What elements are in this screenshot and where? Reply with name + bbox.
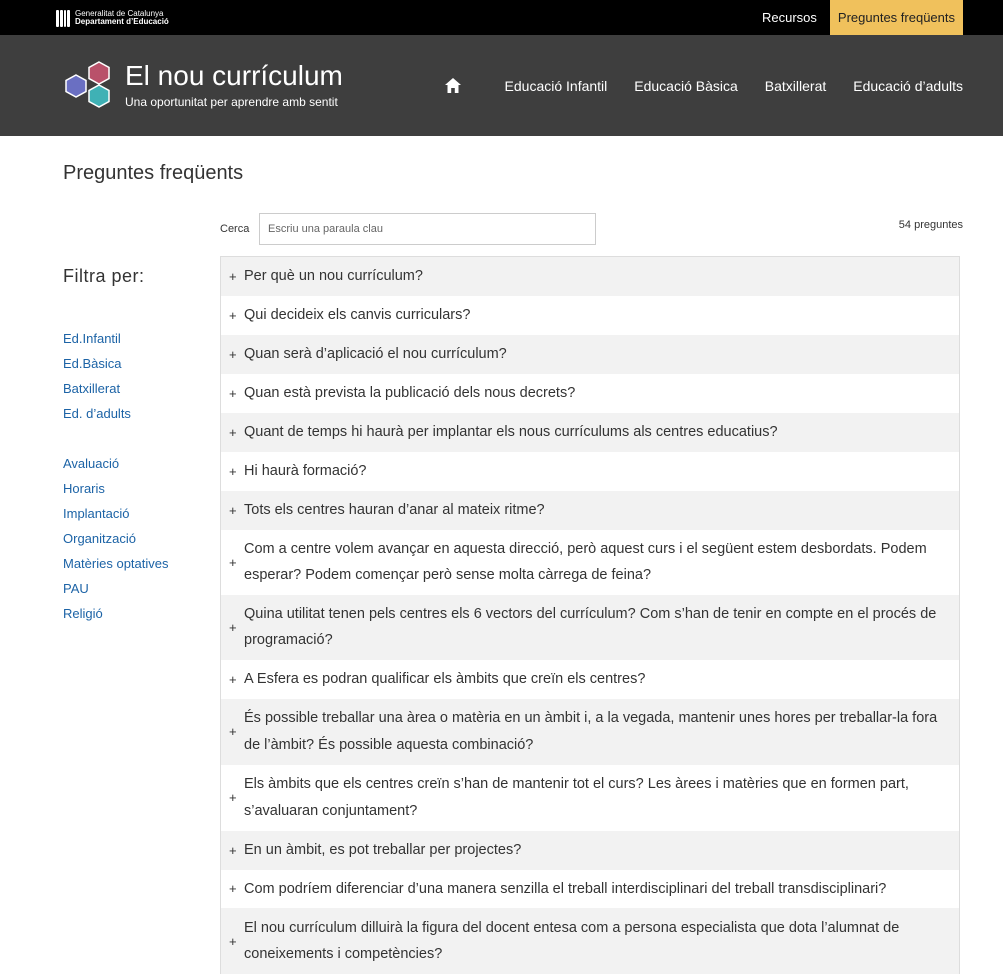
filter-title: Filtra per: <box>63 266 145 286</box>
filter-pau[interactable]: PAU <box>63 581 89 596</box>
gencat-logo[interactable] <box>56 9 169 27</box>
faq-question: Quant de temps hi haurà per implantar els nous currículums als centres educatius? <box>244 423 778 440</box>
faq-item[interactable] <box>221 870 959 909</box>
faq-question: El nou currículum dilluirà la figura del docent entesa com a persona especialista que dota l’alumnat de coneixements i competències? <box>244 919 900 962</box>
faq-item[interactable] <box>221 660 959 699</box>
expand-plus-icon: + <box>229 933 237 949</box>
filter-levels <box>63 326 131 426</box>
faq-question: Quina utilitat tenen pels centres els 6 vectors del currículum? Com s’han de tenir en compte en el procés de programació? <box>244 605 937 648</box>
expand-plus-icon: + <box>229 671 237 687</box>
expand-plus-icon: + <box>229 269 237 284</box>
faq-question: Els àmbits que els centres creïn s’han de mantenir tot el curs? Les àrees i matèries que en formen part, s’avaluaran conjuntament? <box>244 776 909 819</box>
question-count: 54 preguntes <box>898 219 963 231</box>
hexagon-logo-icon[interactable] <box>63 61 115 113</box>
faq-question: Per què un nou currículum? <box>244 268 423 285</box>
expand-plus-icon: + <box>229 385 237 401</box>
filter-horaris[interactable]: Horaris <box>63 481 105 496</box>
filter-materies-optatives[interactable]: Matèries optatives <box>63 556 169 571</box>
faq-question: Tots els centres hauran d’anar al mateix ritme? <box>244 501 545 518</box>
search-label: Cerca <box>220 223 250 235</box>
filter-topics <box>63 451 169 626</box>
filter-ed-basica[interactable]: Ed.Bàsica <box>63 356 122 371</box>
main-nav <box>445 35 963 136</box>
home-icon[interactable] <box>445 78 461 94</box>
site-header <box>0 35 1003 136</box>
filter-ed-infantil[interactable]: Ed.Infantil <box>63 331 121 346</box>
faq-item[interactable] <box>221 335 959 374</box>
faq-item[interactable] <box>221 831 959 870</box>
faq-item[interactable] <box>221 296 959 335</box>
search-input[interactable] <box>259 213 596 245</box>
faq-question: En un àmbit, es pot treballar per projectes? <box>244 841 522 858</box>
faq-item[interactable] <box>221 257 959 296</box>
faq-item[interactable] <box>221 699 959 765</box>
expand-plus-icon: + <box>229 308 237 323</box>
faq-question: Hi haurà formació? <box>244 462 367 479</box>
expand-plus-icon: + <box>229 502 237 518</box>
department-name: Departament d’Educació <box>75 17 169 26</box>
gencat-emblem-icon <box>56 10 70 27</box>
site-title[interactable]: El nou currículum <box>125 60 343 91</box>
site-subtitle: Una oportunitat per aprendre amb sentit <box>125 95 338 109</box>
expand-plus-icon: + <box>229 554 237 570</box>
filter-batxillerat[interactable]: Batxillerat <box>63 381 121 396</box>
expand-plus-icon: + <box>229 724 237 739</box>
faq-question: Com a centre volem avançar en aquesta direcció, però aquest curs i el següent estem desbordats. Podem esperar? Podem començar però sense molta càrrega de feina? <box>244 540 927 583</box>
expand-plus-icon: + <box>229 842 237 858</box>
top-link-faq[interactable]: Preguntes freqüents <box>830 0 963 35</box>
faq-question: Com podríem diferenciar d’una manera senzilla el treball interdisciplinari del treball transdisciplinari? <box>244 880 887 897</box>
gencat-name: Generalitat de Catalunya <box>75 8 164 18</box>
expand-plus-icon: + <box>229 424 237 440</box>
filter-religio[interactable]: Religió <box>63 606 103 621</box>
nav-educacio-infantil[interactable]: Educació Infantil <box>504 77 608 94</box>
faq-question: Qui decideix els canvis curriculars? <box>244 307 471 324</box>
expand-plus-icon: + <box>229 881 237 897</box>
faq-list <box>220 256 960 974</box>
faq-item[interactable] <box>221 595 959 660</box>
filter-avaluacio[interactable]: Avaluació <box>63 456 120 471</box>
faq-question: A Esfera es podran qualificar els àmbits que creïn els centres? <box>244 670 646 687</box>
faq-question: Quan serà d’aplicació el nou currículum? <box>244 346 507 363</box>
top-link-recursos[interactable]: Recursos <box>762 10 817 25</box>
faq-question: És possible treballar una àrea o matèria en un àmbit i, a la vegada, mantenir unes hores per treballar-la fora de l’àmbit? És possible aquesta combinació? <box>244 710 938 753</box>
expand-plus-icon: + <box>229 619 237 635</box>
faq-item[interactable] <box>221 413 959 452</box>
filter-organitzacio[interactable]: Organització <box>63 531 136 546</box>
faq-item[interactable] <box>221 530 959 595</box>
nav-educacio-basica[interactable]: Educació Bàsica <box>634 77 738 94</box>
expand-plus-icon: + <box>229 347 237 362</box>
filter-implantacio[interactable]: Implantació <box>63 506 130 521</box>
filter-ed-adults[interactable]: Ed. d’adults <box>63 406 131 421</box>
nav-educacio-adults[interactable]: Educació d’adults <box>853 77 963 94</box>
nav-batxillerat[interactable]: Batxillerat <box>764 77 827 94</box>
top-bar <box>0 0 1003 35</box>
faq-item[interactable] <box>221 374 959 413</box>
top-links <box>749 0 963 35</box>
page-title: Preguntes freqüents <box>63 162 244 184</box>
faq-question: Quan està prevista la publicació dels nous decrets? <box>244 385 576 401</box>
expand-plus-icon: + <box>229 790 237 805</box>
faq-item[interactable] <box>221 765 959 831</box>
faq-item[interactable] <box>221 491 959 530</box>
faq-item[interactable] <box>221 452 959 491</box>
faq-item[interactable] <box>221 908 959 974</box>
expand-plus-icon: + <box>229 463 237 479</box>
